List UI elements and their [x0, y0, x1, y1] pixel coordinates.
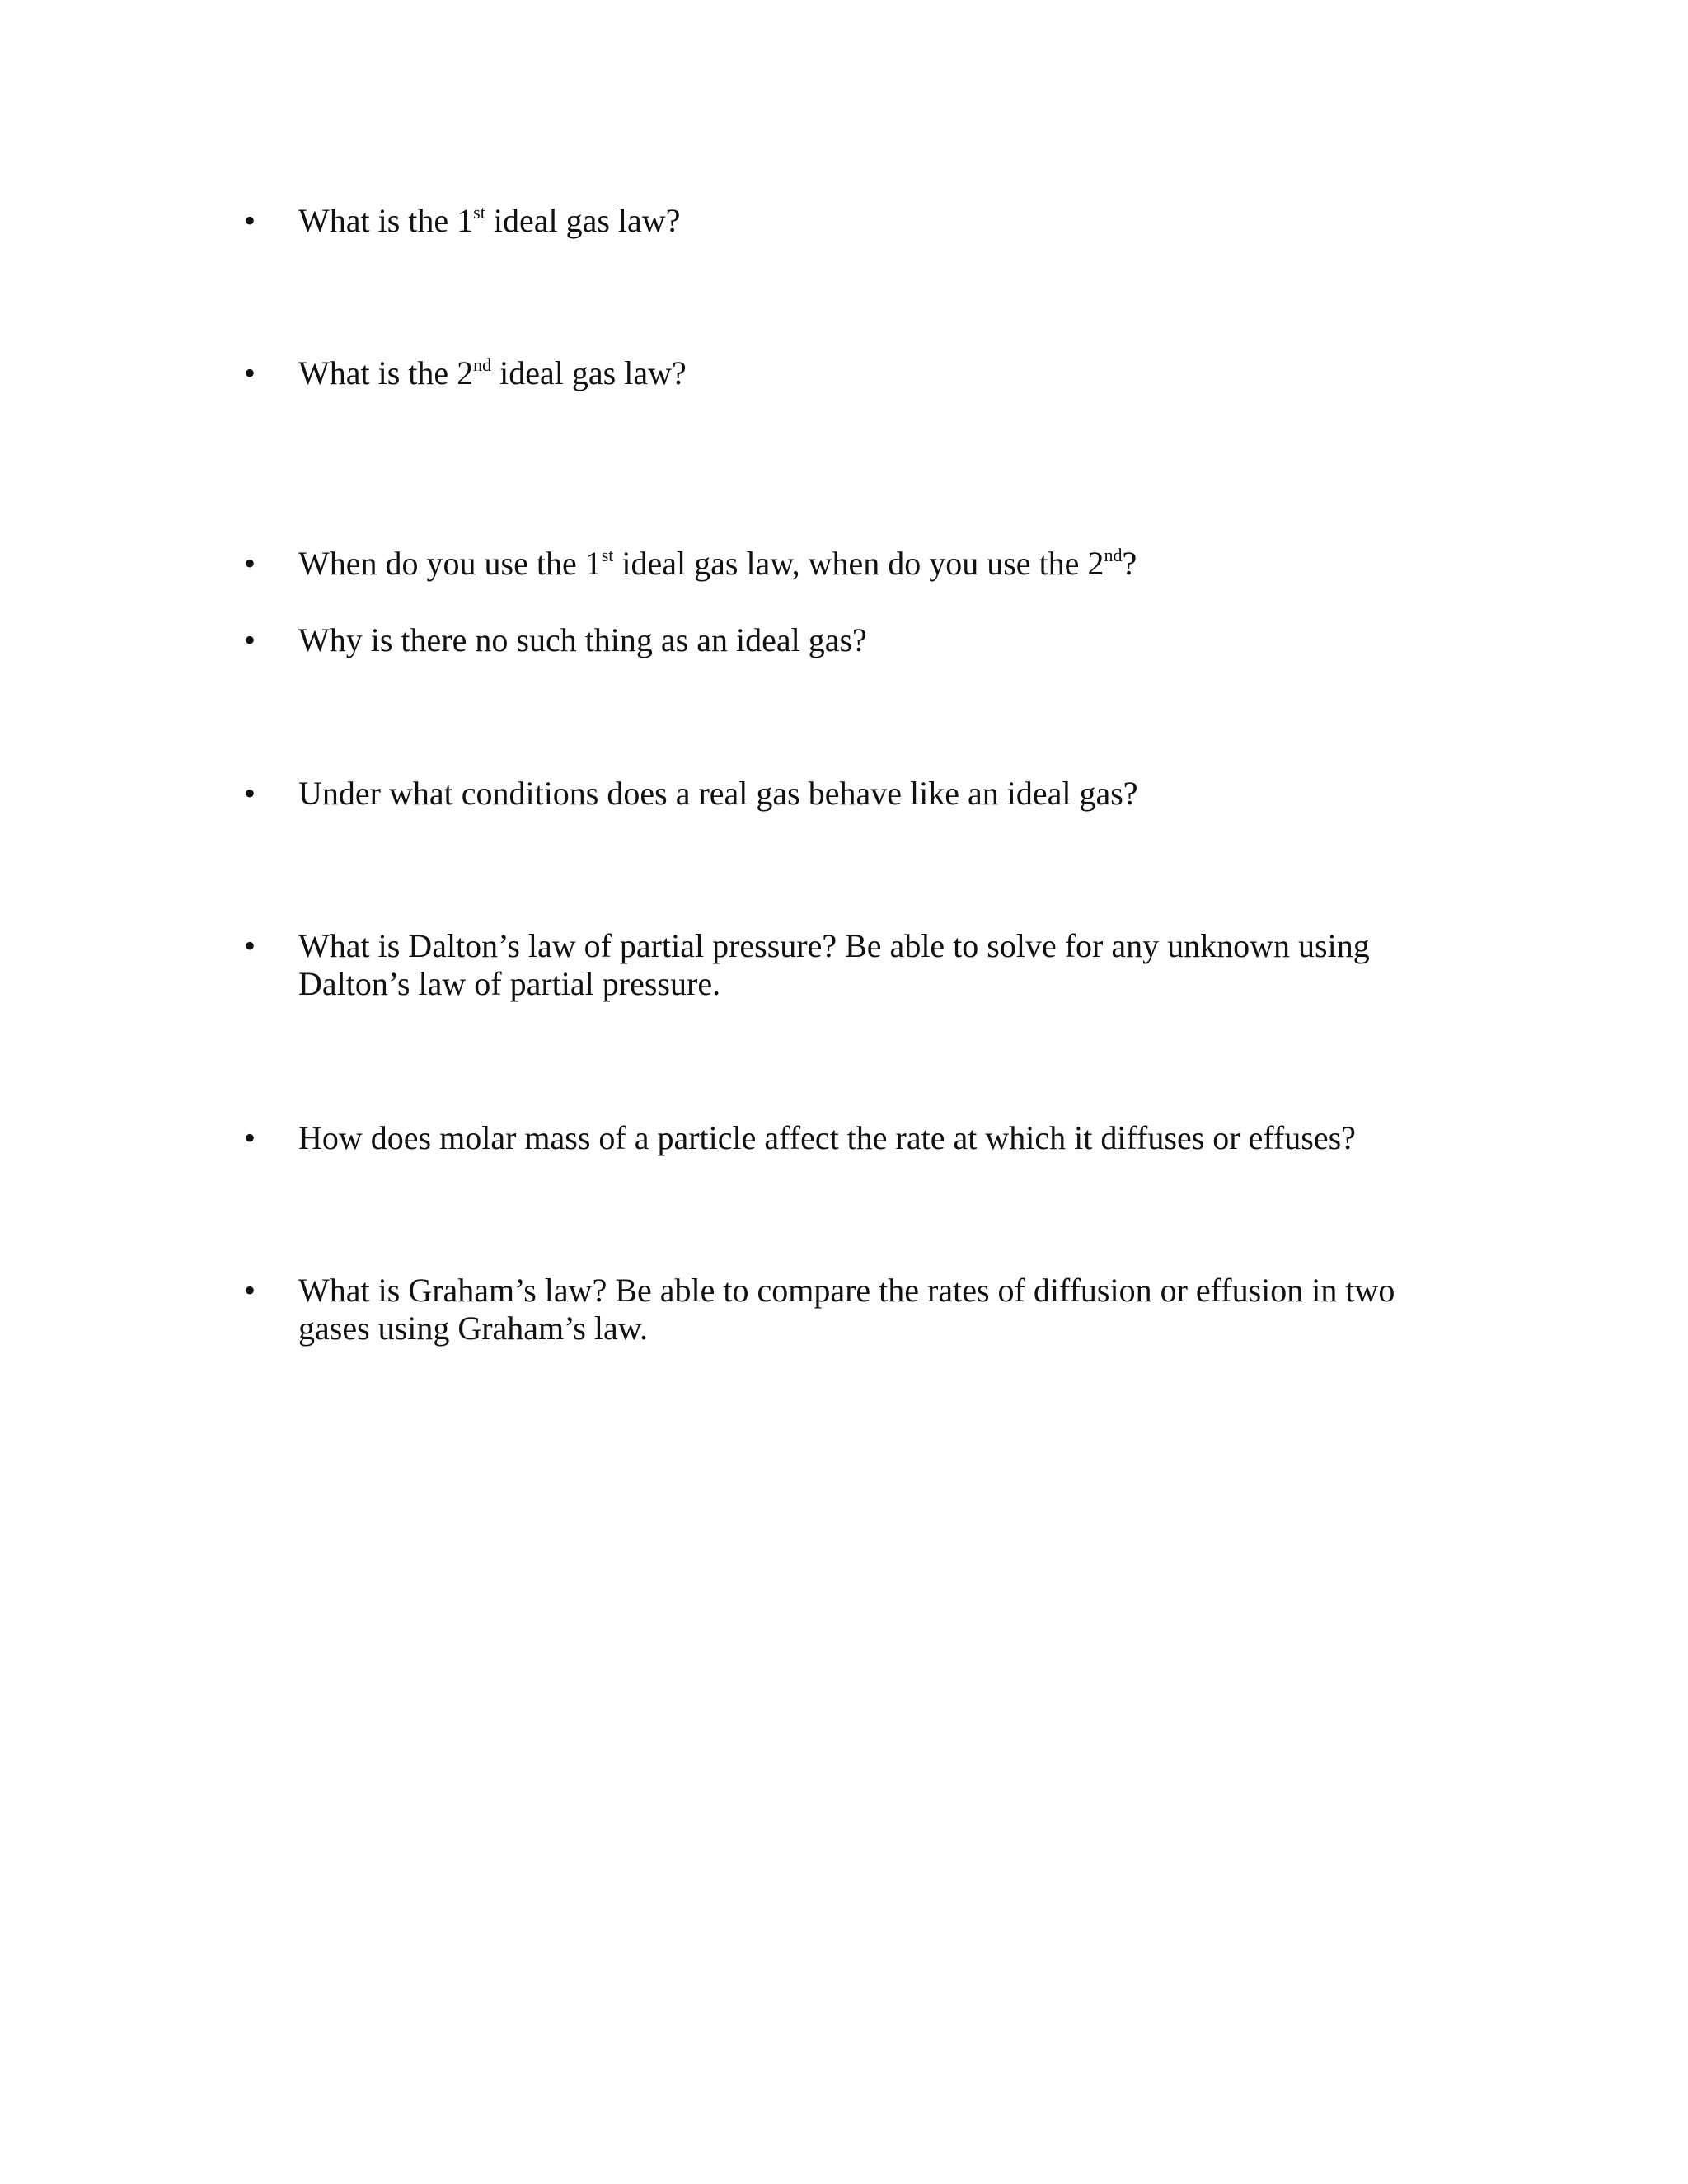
bullet: • [244, 545, 256, 582]
question-text: What is the 1st ideal gas law? [298, 202, 681, 239]
bullet: • [244, 202, 256, 239]
bullet: • [244, 621, 256, 658]
bullet: • [244, 1272, 256, 1309]
bullet: • [244, 775, 256, 812]
bullet: • [244, 1119, 256, 1156]
question-text: What is Graham’s law? Be able to compare the rates of diffusion or effusion in two gases using Graham’s law. [298, 1272, 1395, 1347]
question-text: When do you use the 1st ideal gas law, when do you use the 2nd? [298, 545, 1137, 582]
bullet: • [244, 354, 256, 391]
bullet: • [244, 927, 256, 964]
question-text: Why is there no such thing as an ideal gas? [298, 621, 867, 658]
question-text: Under what conditions does a real gas behave like an ideal gas? [298, 775, 1138, 812]
question-text: How does molar mass of a particle affect the rate at which it diffuses or effuses? [298, 1119, 1356, 1156]
question-text: What is Dalton’s law of partial pressure? Be able to solve for any unknown using Dalton’s law of partial pressure. [298, 927, 1370, 1002]
question-text: What is the 2nd ideal gas law? [298, 354, 687, 391]
